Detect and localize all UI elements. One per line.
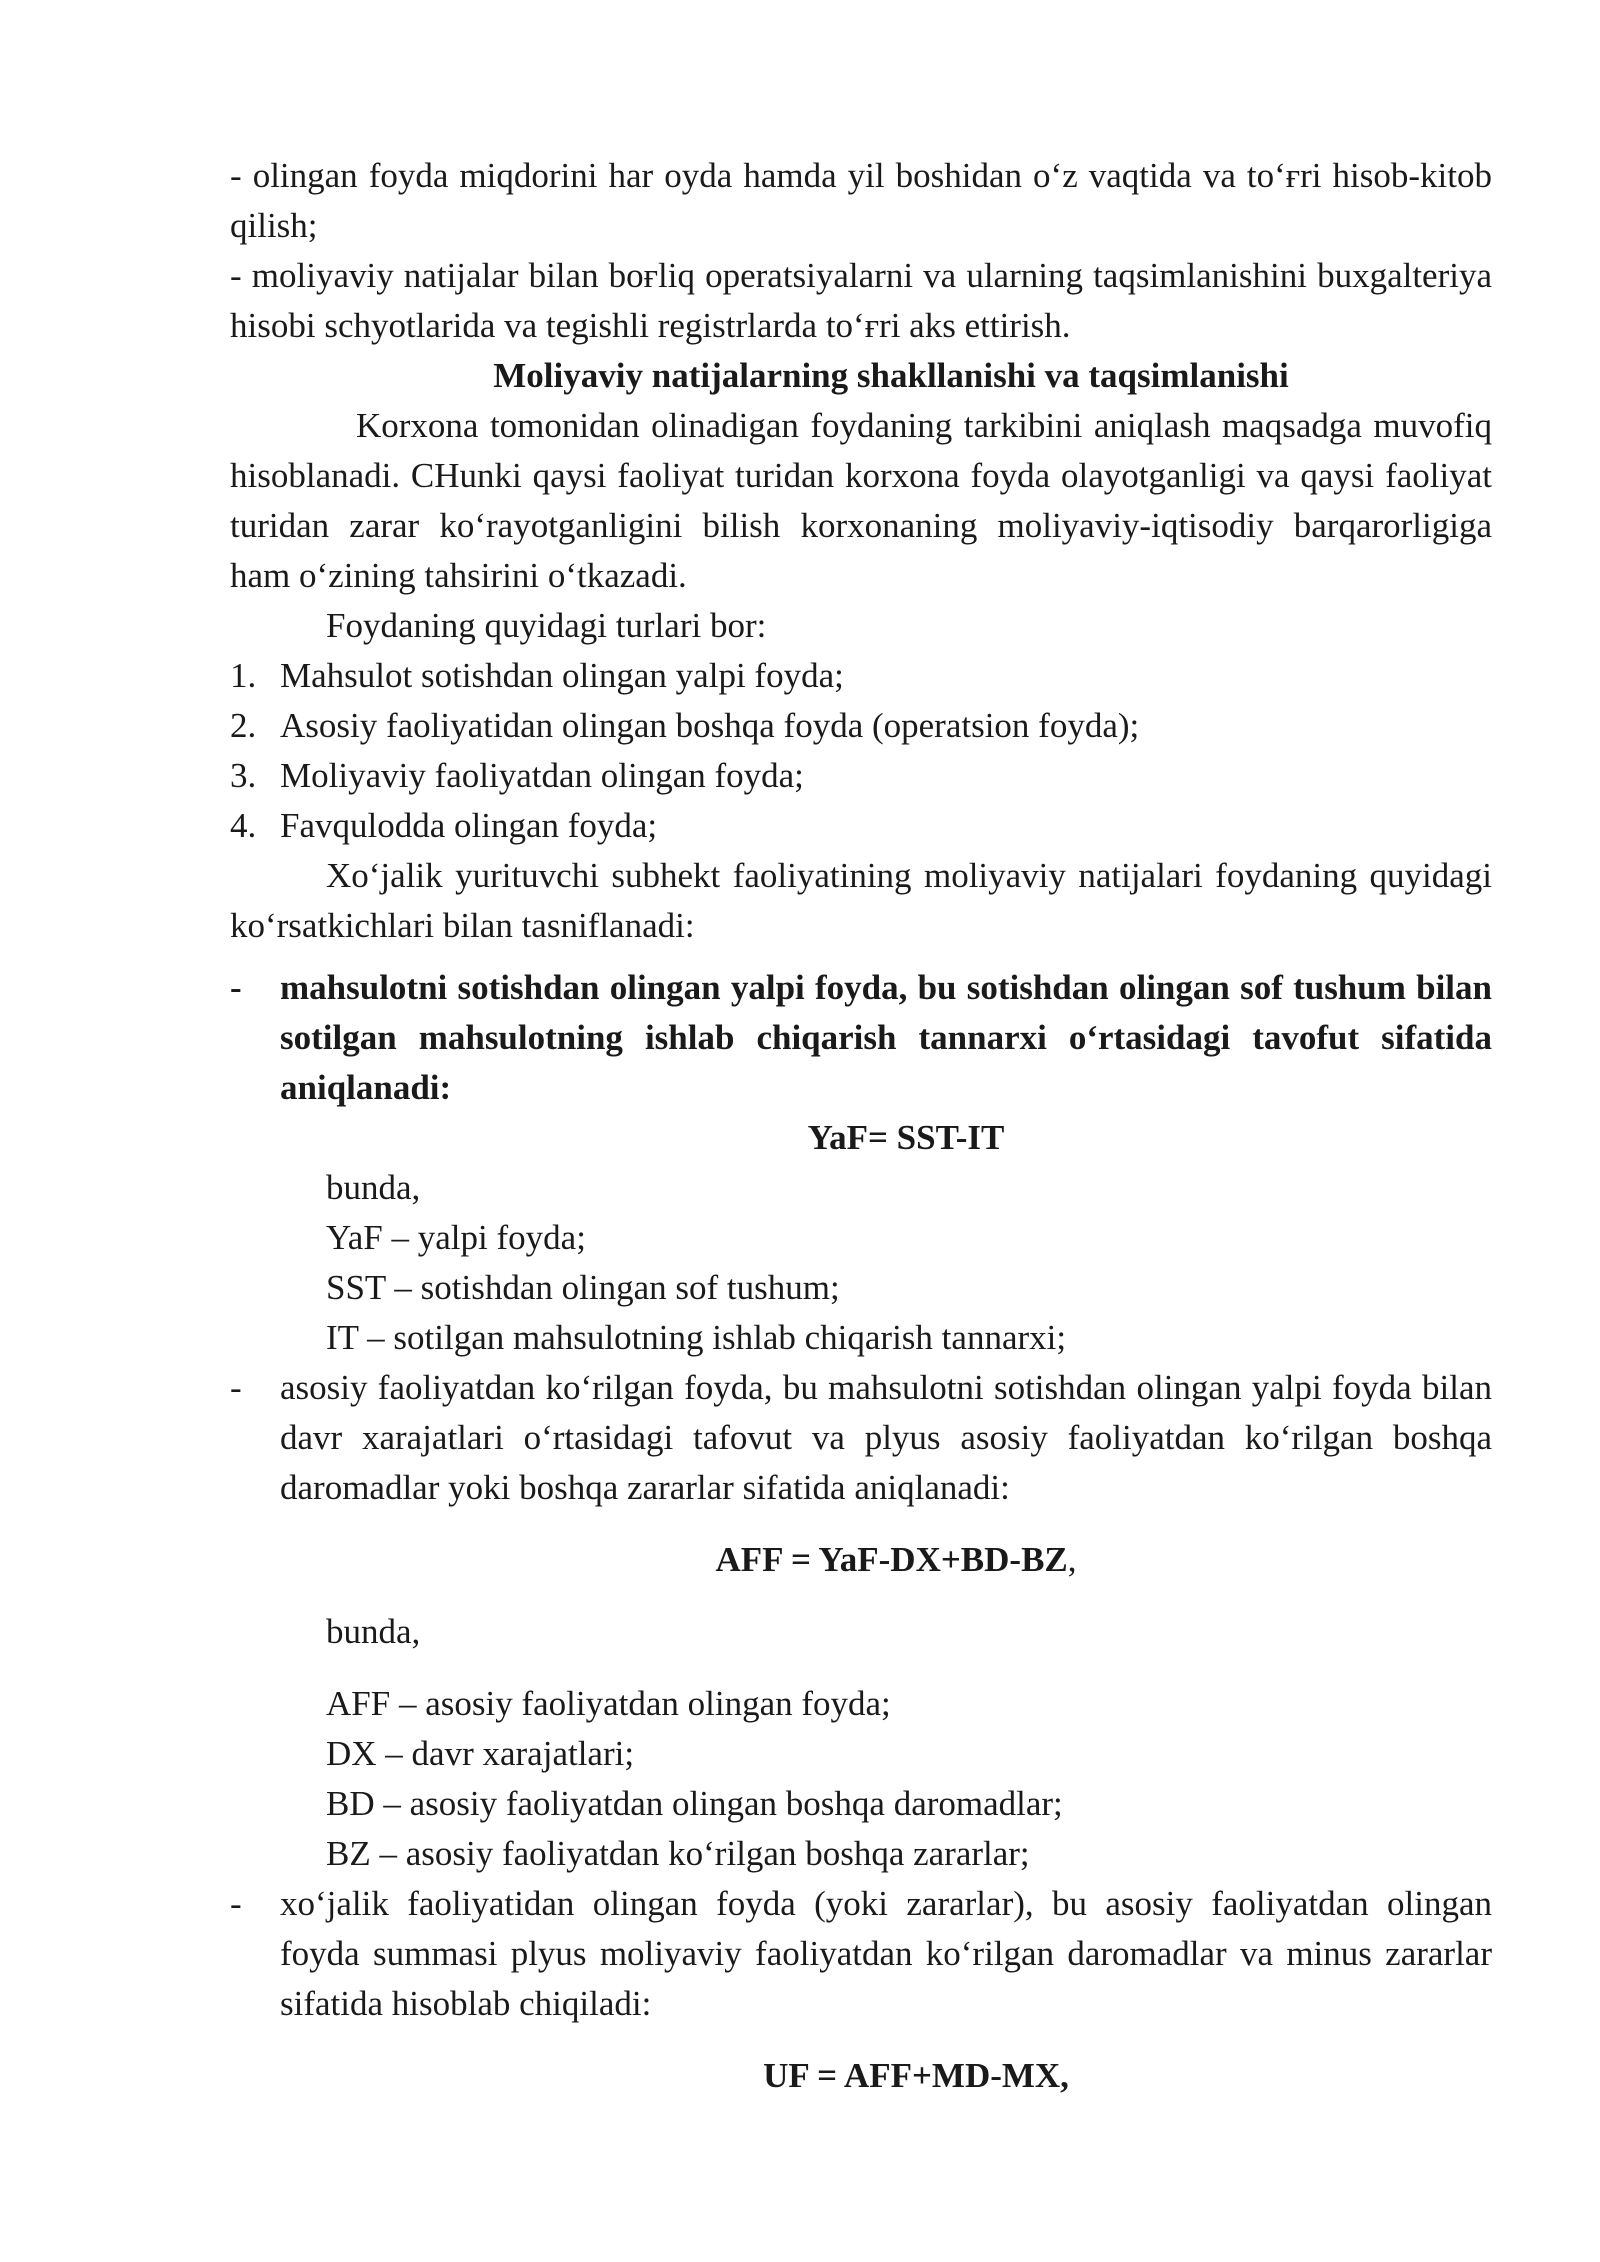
where-label: bunda, (326, 1168, 421, 1207)
paragraph-financial-results-operations: - moliyaviy natijalar bilan boғliq operatsiyalarni va ularning taqsimlanishini buxgalteriya hisobi schyotlarida va tegishli registrlarda to‘ғri aks ettirish. (230, 256, 1492, 345)
dash-marker: - (230, 1884, 242, 1923)
formula-gross-profit: YaF= SST-IT (807, 1118, 1005, 1157)
definition-line: YaF – yalpi foyda; (326, 1218, 586, 1257)
list-item (230, 801, 1492, 851)
definition-line: AFF – asosiy faoliyatdan olingan foyda; (326, 1684, 891, 1723)
profit-types-list (230, 651, 1492, 851)
paragraph-profit-accounting: - olingan foyda miqdorini har oyda hamda yil boshidan o‘z vaqtida va to‘ғri hisob-kitob qilish; (230, 156, 1492, 245)
where-label: bunda, (326, 1612, 421, 1651)
paragraph-intro: Korxona tomonidan olinadigan foydaning tarkibini aniqlash maqsadga muvofiq hisoblanadi. CHunki qaysi faoliyat turidan korxona foyda olayotganligi va qaysi faoliyat turidan zarar ko‘rayotganligini bilish korxonaning moliyaviy-iqtisodiy barqarorligiga ham o‘zining tahsirini o‘tkazadi. (230, 406, 1492, 595)
definition-line: IT – sotilgan mahsulotning ishlab chiqarish tannarxi; (326, 1318, 1067, 1357)
section-text: mahsulotni sotishdan olingan yalpi foyda, bu sotishdan olingan sof tushum bilan sotilgan mahsulotning ishlab chiqarish tannarxi o‘rtasidagi tavofut sifatida aniqlanadi: (280, 968, 1492, 1107)
list-item (230, 751, 1492, 801)
section-text: asosiy faoliyatdan ko‘rilgan foyda, bu mahsulotni sotishdan olingan yalpi foyda bilan davr xarajatlari o‘rtasidagi tafovut va plyus asosiy faoliyatdan ko‘rilgan boshqa daromadlar yoki boshqa zararlar sifatida aniqlanadi: (280, 1368, 1492, 1507)
dash-marker: - (230, 1368, 242, 1407)
list-number: 3. (230, 756, 257, 795)
list-item (230, 651, 1492, 701)
section-gross-profit (230, 963, 1492, 1113)
list-number: 2. (230, 706, 257, 745)
paragraph-classification: Xo‘jalik yurituvchi subhekt faoliyatining moliyaviy natijalari foydaning quyidagi ko‘rsatkichlari bilan tasniflanadi: (230, 856, 1492, 945)
section-text: xo‘jalik faoliyatidan olingan foyda (yoki zararlar), bu asosiy faoliyatdan olingan foyda summasi plyus moliyaviy faoliyatdan ko‘rilgan daromadlar va minus zararlar sifatida hisoblab chiqiladi: (280, 1884, 1492, 2023)
definition-line: BZ – asosiy faoliyatdan ko‘rilgan boshqa zararlar; (326, 1834, 1030, 1873)
document-body (230, 151, 1492, 2101)
formula-suffix: , (1067, 1540, 1077, 1579)
list-number: 4. (230, 806, 257, 845)
dash-marker: - (230, 968, 242, 1007)
definitions-gross-profit (230, 1163, 1492, 1363)
list-item (230, 701, 1492, 751)
formula-business-profit: UF = AFF+MD-MX, (763, 2056, 1069, 2095)
list-text: Asosiy faoliyatidan olingan boshqa foyda (operatsion foyda); (280, 706, 1140, 745)
definitions-operating-profit (230, 1607, 1492, 1879)
definition-line: SST – sotishdan olingan sof tushum; (326, 1268, 840, 1307)
list-text: Moliyaviy faoliyatdan olingan foyda; (280, 756, 804, 795)
list-number: 1. (230, 656, 257, 695)
definition-line: BD – asosiy faoliyatdan olingan boshqa daromadlar; (326, 1784, 1063, 1823)
section-operating-profit (230, 1363, 1492, 1513)
formula-operating-profit (230, 1535, 1492, 1585)
paragraph-types-intro: Foydaning quyidagi turlari bor: (326, 606, 767, 645)
section-heading: Moliyaviy natijalarning shakllanishi va taqsimlanishi (493, 356, 1289, 395)
formula-text: AFF = YaF-DX+BD-BZ (715, 1540, 1068, 1579)
definition-line: DX – davr xarajatlari; (326, 1734, 635, 1773)
section-business-profit (230, 1879, 1492, 2029)
list-text: Favqulodda olingan foyda; (280, 806, 658, 845)
list-text: Mahsulot sotishdan olingan yalpi foyda; (280, 656, 844, 695)
